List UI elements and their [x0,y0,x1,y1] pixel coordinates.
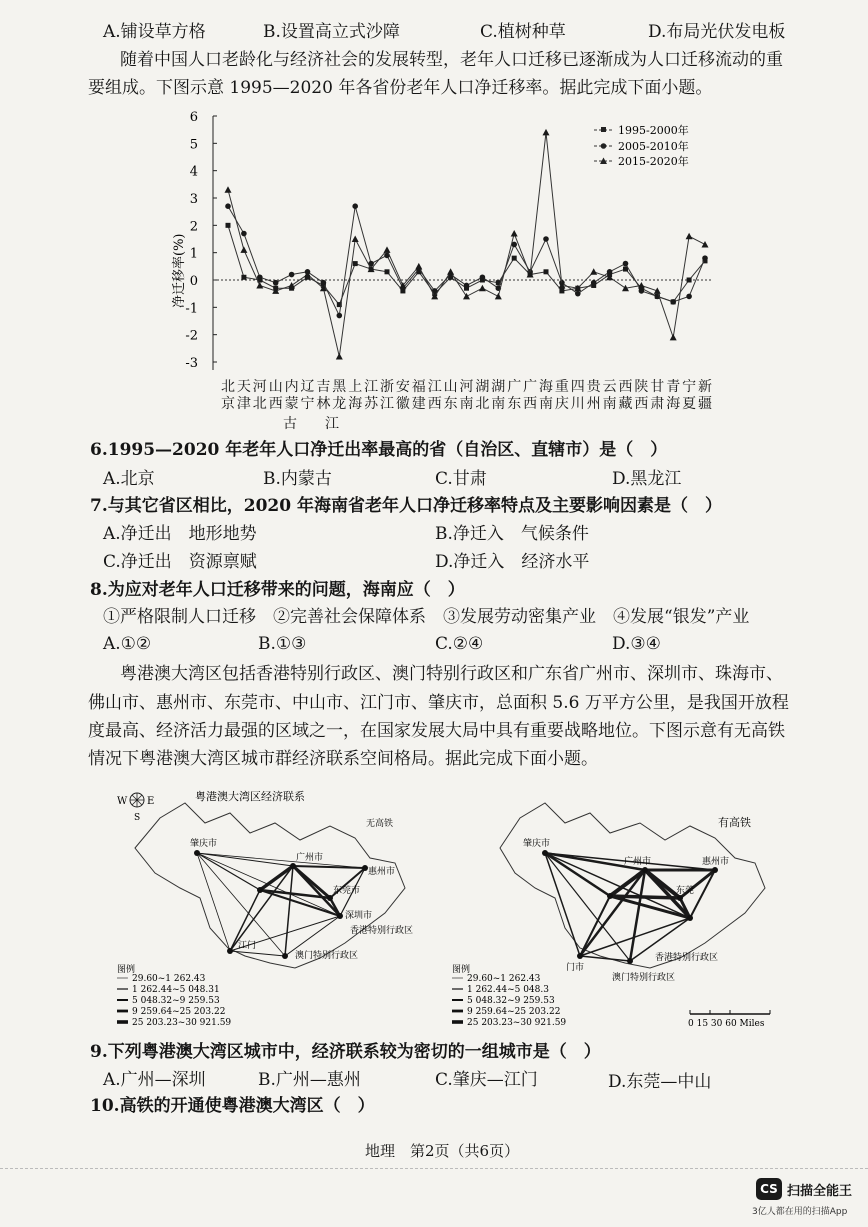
series-line-1 [228,225,705,304]
point-s2-15 [464,283,470,289]
scale-bar [690,1010,770,1014]
q9-option-a: A.广州—深圳 [103,1070,206,1090]
q6-stem: 6.1995—2020 年老年人口净迁出率最高的省（自治区、直辖市）是（ ） [90,440,668,460]
map-left-tag: 无高铁 [366,819,394,829]
q9-option-b: B.广州—惠州 [258,1070,361,1090]
y-tick-4: 2 [189,219,198,235]
point-s3-12 [415,263,422,270]
q7-option-c: C.净迁出 资源禀赋 [103,552,257,572]
x-tick-label-27: 甘 肃 [650,379,665,412]
map-right-city-guangzhou: 广州市 [624,857,652,867]
q8-option-c: C.②④ [435,634,484,654]
watermark-sub: 3亿人都在用的扫描App [752,1207,848,1217]
point-s3-7 [336,353,343,360]
x-tick-label-0: 北 京 [221,379,235,412]
map-left-city-shenzhen: 深圳市 [345,911,373,921]
map-left-legend-title: 图例 [117,965,136,975]
q9-option-c: C.肇庆—江门 [435,1070,538,1090]
compass-e: E [147,796,155,807]
point-s2-22 [575,291,581,297]
watermark-name: 扫描全能王 [787,1184,853,1199]
page-footer: 地理 第2页（共6页） [365,1142,520,1160]
point-s2-0 [225,203,231,209]
x-tick-label-24: 云 南 [602,379,617,412]
map-right-legend-4: 9 259.64~25 203.22 [467,1007,561,1017]
y-tick-2: 4 [189,164,198,180]
map-right-legend [452,978,463,1022]
y-axis-label: 净迁移率(%) [172,233,187,308]
x-tick-label-7: 黑 龙 [332,379,347,412]
map-right [452,803,770,1029]
legend-entry-1 [594,123,689,137]
map-left-legend-4: 9 259.64~25 203.22 [132,1007,226,1017]
point-s2-29 [686,294,692,300]
scale-bar-label: 0 15 30 60 Miles [688,1019,765,1029]
legend-label-2: 2005-2010年 [618,140,689,153]
intro2-line1: 粤港澳大湾区包括香港特别行政区、澳门特别行政区和广东省广州市、深圳市、珠海市、 [120,664,783,684]
q8-option-b: B.①③ [258,634,307,654]
map-left-title: 粤港澳大湾区经济联系 [195,790,305,803]
map-right-city-jiangmen: 门市 [566,963,585,973]
point-s1-29 [687,278,692,283]
q6-option-c: C.甘肃 [435,469,487,489]
legend-entry-3 [594,154,689,168]
migration-line-chart [0,108,868,408]
x-tick-label-28: 青 海 [666,379,681,412]
x-tick-label-19: 广 西 [523,379,538,412]
q5-option-d: D.布局光伏发电板 [648,22,786,42]
legend-label-3: 2015-2020年 [618,155,689,168]
point-s1-20 [544,269,549,274]
x-tick-label-13: 江 西 [427,379,442,412]
intro2-line3: 度最高、经济活力最强的区域之一，在国家发展大局中具有重要战略地位。下图示意有无高铁 [88,721,785,741]
y-axis [172,110,217,371]
point-s3-18 [511,230,518,237]
point-s3-10 [384,246,391,253]
x-tick-label-29: 宁 夏 [682,379,697,412]
map-left-city-zhaoqing: 肇庆市 [190,839,218,849]
point-s2-4 [289,272,295,278]
map-right-links [545,853,715,961]
q6-option-d: D.黑龙江 [612,469,682,489]
x-tick-label-12: 福 建 [411,379,426,412]
x-tick-label-25: 西 藏 [618,379,633,412]
x-tick-label-14: 山 东 [443,379,458,412]
point-s1-1 [241,275,246,280]
map-right-legend-2: 1 262.44~5 048.3 [467,985,549,995]
point-s3-28 [670,334,677,341]
point-s2-26 [639,288,645,294]
map-right-legend-title: 图例 [452,965,471,975]
intro1-line2: 要组成。下图示意 1995—2020 年各省份老年人口净迁移率。据此完成下面小题。 [88,78,713,98]
point-s2-8 [352,203,358,209]
point-s3-30 [702,241,709,248]
x-tick-label-10: 浙 江 [380,379,394,412]
map-right-tag: 有高铁 [718,816,751,829]
point-s2-25 [623,261,629,267]
map-left-city-hk: 香港特别行政区 [350,926,414,936]
q10-stem: 10.高铁的开通使粤港澳大湾区（ ） [90,1096,375,1116]
q6-option-a: A.北京 [103,469,155,489]
map-right-legend-3: 5 048.32~9 259.53 [467,996,555,1006]
map-right-city-dongguan: 东莞 [676,886,695,896]
map-right-legend-5: 25 203.23~30 921.59 [467,1018,567,1028]
x-tick-label-11: 安 徽 [395,379,410,412]
map-right-legend-1: 29.60~1 262.43 [467,974,541,984]
point-s3-4 [288,282,295,289]
point-s3-1 [240,246,247,253]
q9-option-d: D.东莞—中山 [608,1072,712,1092]
y-tick-0: 6 [189,110,198,125]
x-tick-label-20: 海 南 [539,379,553,412]
map-left [117,789,413,1028]
y-tick-6: 0 [189,274,198,289]
y-tick-5: 1 [189,246,198,262]
q7-stem: 7.与其它省区相比，2020 年海南省老年人口净迁移率特点及主要影响因素是（ ） [90,496,722,516]
point-s3-27 [654,287,661,294]
point-s3-29 [686,233,693,240]
map-left-legend-2: 1 262.44~5 048.31 [132,985,220,995]
x-tick-label-22: 四 川 [570,379,585,412]
q8-items: ①严格限制人口迁移 ②完善社会保障体系 ③发展劳动密集产业 ④发展“银发”产业 [103,607,750,627]
q8-option-d: D.③④ [612,634,661,654]
x-tick-label-21: 重 庆 [554,379,569,412]
legend [594,123,689,168]
q7-option-a: A.净迁出 地形地势 [103,524,257,544]
x-tick-label-30: 新 疆 [698,379,712,412]
q5-option-a: A.铺设草方格 [103,22,206,42]
y-tick-7: -1 [185,301,198,317]
x-tick-label-8: 上 海 [348,379,363,412]
intro2-line2: 佛山市、惠州市、东莞市、中山市、江门市、肇庆市，总面积 5.6 万平方公里，是我国开放程 [88,693,789,713]
legend-entry-2 [594,139,689,153]
point-s1-8 [353,261,358,266]
x-label-extra-gu: 古 [283,416,297,432]
y-tick-9: -3 [185,356,198,371]
point-s1-21 [559,288,564,293]
map-left-legend-5: 25 203.23~30 921.59 [132,1018,232,1028]
x-tick-label-2: 河 北 [252,379,267,412]
point-s1-18 [512,256,517,261]
point-s3-14 [447,268,454,275]
point-s1-10 [385,269,390,274]
map-left-city-macau: 澳门特别行政区 [295,951,359,961]
x-tick-label-3: 山 西 [268,379,283,412]
map-left-city-guangzhou: 广州市 [296,853,324,863]
point-s2-23 [591,280,597,286]
footer-divider [0,1168,868,1169]
point-s3-15 [463,293,470,300]
map-left-links [197,853,365,956]
map-right-city-huizhou: 惠州市 [702,857,730,867]
compass-icon [117,793,154,823]
q5-option-c: C.植树种草 [480,22,566,42]
map-right-city-macau: 澳门特别行政区 [612,973,676,983]
point-s2-6 [321,280,327,286]
point-s3-16 [479,285,486,292]
map-left-legend [117,978,128,1022]
map-left-city-huizhou: 惠州市 [368,867,396,877]
point-s2-30 [702,255,708,261]
intro2-line4: 情况下粤港澳大湾区城市群经济联系空间格局。据此完成下面小题。 [88,749,598,769]
point-s3-0 [225,186,232,193]
q7-option-b: B.净迁入 气候条件 [435,524,589,544]
series-2 [225,203,708,318]
q6-option-b: B.内蒙古 [263,469,332,489]
compass-s: S [134,813,141,823]
map-right-city-hk: 香港特别行政区 [655,953,719,963]
map-left-legend-1: 29.60~1 262.43 [132,974,206,984]
point-s3-17 [495,293,502,300]
camscanner-logo-icon: CS [756,1178,782,1200]
x-tick-label-9: 江 苏 [364,379,379,412]
point-s2-3 [273,280,279,286]
point-s2-1 [241,231,247,237]
q9-stem: 9.下列粤港澳大湾区城市中，经济联系较为密切的一组城市是（ ） [90,1042,601,1062]
map-left-city-dongguan: 东莞市 [333,886,361,896]
q7-option-d: D.净迁入 经济水平 [435,552,590,572]
y-tick-8: -2 [185,328,198,344]
point-s1-0 [226,223,231,228]
legend-label-1: 1995-2000年 [618,124,689,137]
x-tick-label-26: 陕 西 [634,379,649,412]
x-tick-label-18: 广 东 [507,379,522,412]
x-tick-label-1: 天 津 [236,379,251,412]
x-label-extra-jiang: 江 [325,416,339,432]
point-s2-24 [607,269,613,275]
x-tick-label-16: 湖 北 [475,379,490,412]
point-s3-20 [543,129,550,136]
compass-w: W [117,796,128,807]
point-s3-23 [590,268,597,275]
point-s2-28 [670,299,676,305]
map-left-city-jiangmen: 江门 [238,941,257,951]
x-tick-label-23: 贵 州 [586,379,601,412]
gba-maps [0,778,868,1048]
map-right-city-zhaoqing: 肇庆市 [523,839,551,849]
point-s2-20 [543,236,549,242]
x-tick-label-6: 吉 林 [316,379,331,412]
y-tick-1: 5 [189,137,198,153]
x-tick-label-4: 内 蒙 [284,379,299,412]
y-tick-3: 3 [189,192,198,207]
q5-option-b: B.设置高立式沙障 [263,22,400,42]
point-s3-2 [256,282,263,289]
point-s2-16 [480,274,486,280]
intro1-line1: 随着中国人口老龄化与经济社会的发展转型，老年人口迁移已逐渐成为人口迁移流动的重 [120,50,783,70]
point-s3-8 [352,236,359,243]
q8-option-a: A.①② [103,634,152,654]
point-s2-7 [337,313,343,319]
q8-stem: 8.为应对老年人口迁移带来的问题，海南应（ ） [90,580,465,600]
x-tick-label-15: 河 南 [459,379,474,412]
map-left-legend-3: 5 048.32~9 259.53 [132,996,220,1006]
x-tick-label-5: 辽 宁 [300,379,315,412]
x-tick-label-17: 湖 南 [491,379,506,412]
point-s2-2 [257,274,263,280]
